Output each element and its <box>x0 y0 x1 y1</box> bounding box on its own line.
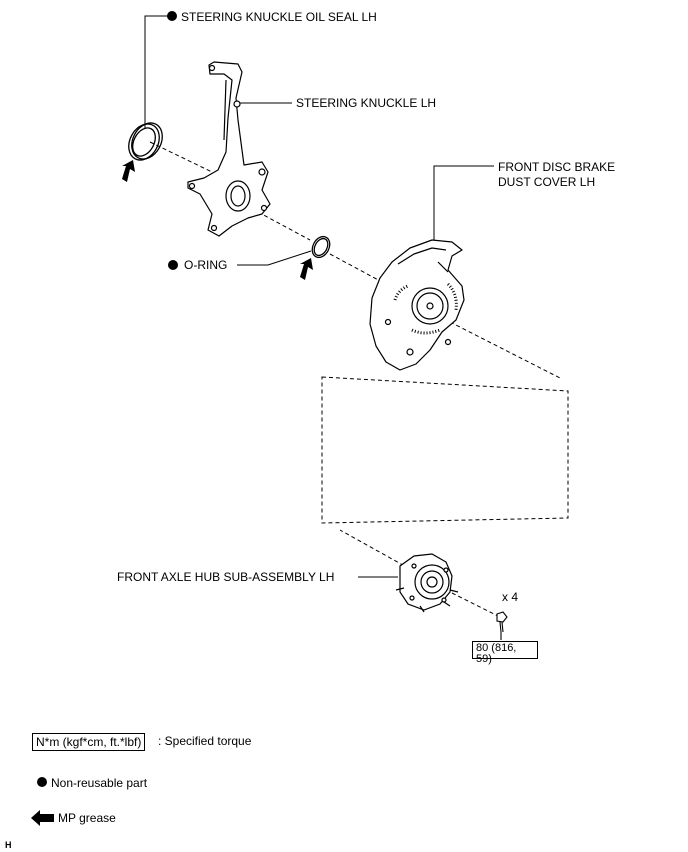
legend-torque-box: N*m (kgf*cm, ft.*lbf) <box>32 733 145 751</box>
dust-cover-label-line1: FRONT DISC BRAKE <box>498 160 616 174</box>
legend-nonreusable-icon <box>37 777 47 787</box>
bolt-torque-box: 80 (816, 59) <box>472 641 538 659</box>
oil-seal-part <box>123 118 169 166</box>
oil-seal-nonreusable-icon <box>167 11 177 21</box>
steering-knuckle-part <box>188 62 270 236</box>
o-ring-leader <box>237 251 311 265</box>
dust-cover-part <box>370 240 464 370</box>
bolt-quantity-label: x 4 <box>502 590 519 604</box>
assembly-dashed-box <box>322 377 568 523</box>
dust-cover-leader <box>434 166 494 244</box>
oil-seal-label: STEERING KNUCKLE OIL SEAL LH <box>181 10 377 24</box>
corner-mark: H <box>5 840 12 850</box>
hub-part <box>396 554 458 612</box>
legend-nonreusable-text: Non-reusable part <box>51 776 148 790</box>
o-ring-part <box>309 234 333 261</box>
legend-grease-text: MP grease <box>58 811 116 825</box>
legend-torque-text: : Specified torque <box>158 734 252 748</box>
oil-seal-leader <box>145 16 168 128</box>
legend-grease-arrow-icon <box>31 810 55 826</box>
hub-bolt-part <box>497 612 507 640</box>
knuckle-label: STEERING KNUCKLE LH <box>296 96 437 110</box>
oil-seal-grease-arrow <box>122 160 135 182</box>
o-ring-grease-arrow <box>300 258 313 280</box>
hub-label: FRONT AXLE HUB SUB-ASSEMBLY LH <box>117 570 335 584</box>
dust-cover-label-line2: DUST COVER LH <box>498 175 596 189</box>
o-ring-nonreusable-icon <box>168 260 178 270</box>
o-ring-label: O-RING <box>184 258 228 272</box>
